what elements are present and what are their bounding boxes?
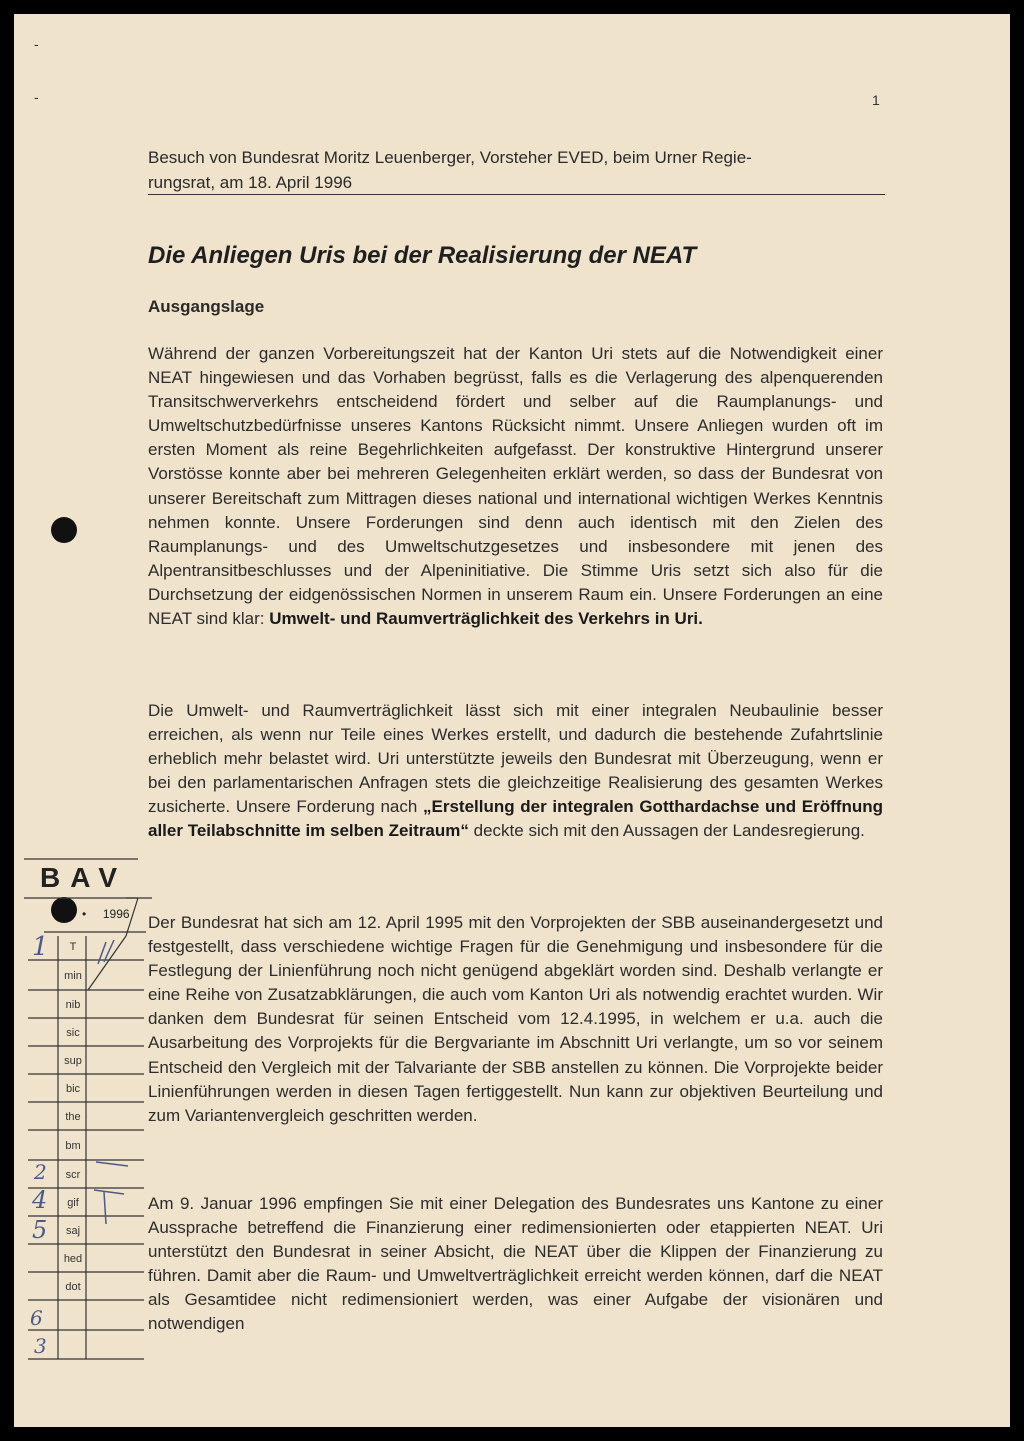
paragraph-1-emphasis: Umwelt- und Raumverträglichkeit des Verkehrs in Uri. [269,609,703,629]
routing-code: bm [65,1140,81,1152]
punch-hole [51,517,77,543]
routing-code: min [64,970,82,982]
page-marker: 1 [872,92,880,108]
handwritten-number: 4 [32,1186,48,1214]
routing-code: dot [65,1281,81,1293]
header-line-2: rungsrat, am 18. April 1996 [148,173,353,192]
punch-mark: - [34,89,39,105]
routing-code: nib [65,999,81,1011]
paragraph-2-text: Die Umwelt- und Raumverträglichkeit lässt sich mit einer integralen Neubaulinie besser erreichen, als wenn nur Teile eines Werkes erstellt, und dadurch die bestehende Zufahrtslinie erheblich mehr belastet wird. Uri unterstützte jeweils den Bundesrat mit Überzeugung, wenn er bei den parlamentarischen Anfragen stets die gleichzeitige Realisierung des gesamten Werkes zusicherte. Unsere Forderung nach [148,701,883,817]
document-header [148,145,883,195]
paragraph-2 [148,699,883,844]
punch-hole [51,897,77,923]
paragraph-2-emphasis: „Erstellung der integralen Gotthardachse und Eröffnung aller Teilabschnitte im selben Zeitraum“ [148,797,883,841]
routing-code: the [65,1111,81,1123]
paragraph-4: Am 9. Januar 1996 empfingen Sie mit einer Delegation des Bundesrates uns Kantone zu einer Aussprache betreffend die Finanzierung einer redimensionierten oder etappierten NEAT. Uri unterstützt den Bundesrat in seiner Absicht, die NEAT über die Klippen der Finanzierung zu führen. Damit aber die Raum- und Umweltverträglichkeit erreicht werden können, darf die NEAT als Gesamtidee nicht redimensioniert werden, was einer Aufgabe der visionären und notwendigen [148,1194,883,1334]
paragraph-2-text-end: deckte sich mit den Aussagen der Landesregierung. [468,821,865,841]
routing-code: T [69,941,77,953]
paragraph-1 [148,342,883,631]
page-title: Die Anliegen Uris bei der Realisierung der NEAT [148,242,697,269]
routing-code: sup [64,1055,82,1067]
routing-stamp-label: BAV [40,862,128,893]
routing-code: bic [65,1083,81,1095]
routing-code: sic [66,1027,80,1039]
handwritten-number: 6 [30,1306,43,1330]
punch-mark: - [34,36,39,52]
handwritten-number: 3 [34,1334,47,1358]
routing-code: gif [67,1197,79,1209]
routing-code: hed [63,1253,83,1265]
routing-code: saj [65,1225,81,1237]
paragraph-3: Der Bundesrat hat sich am 12. April 1995 mit den Vorprojekten der SBB auseinandergesetzt und festgestellt, dass verschiedene wichtige Fragen für die Genehmigung und insbesondere für die Festlegung der Linienführung noch nicht genügend abgeklärt worden sind. Deshalb verlangte er eine Reihe von Zusatzabklärungen, die auch vom Kanton Uri als notwendig erachtet wurden. Wir danken dem Bundesrat für seinen Entscheid vom 12.4.1995, in welchem er u.a. auch die Ausarbeitung des Vorprojekts für die Bergvariante im Abschnitt Uri verlangte, um so vor seinem Entscheid den Vergleich mit der Talvariante der SBB anstellen zu können. Die Vorprojekte beider Linienführungen werden in diesen Tagen fertiggestellt. Nun kann zur objektiven Beurteilung und zum Variantenvergleich geschritten werden. [148,913,883,1125]
handwritten-number: 5 [32,1216,48,1244]
document-page [14,14,1010,1427]
section-heading: Ausgangslage [148,297,265,316]
routing-stamp-year: 1996 [102,907,130,921]
header-line-1: Besuch von Bundesrat Moritz Leuenberger, Vorsteher EVED, beim Urner Regie- [148,148,752,167]
handwritten-number: 1 [32,932,49,962]
routing-code: scr [65,1169,81,1181]
handwritten-number: 2 [34,1160,47,1184]
routing-stamp-date: • 1996 [82,907,130,921]
header-rule [148,194,885,195]
paragraph-1-text: Während der ganzen Vorbereitungszeit hat der Kanton Uri stets auf die Notwendigkeit einer NEAT hingewiesen und das Vorhaben begrüsst, falls es die Verlagerung des alpenquerenden Transitschwerverkehrs entscheidend fördert und selber auf die Raumplanungs- und Umweltschutzbedürfnisse unseres Kantons Rücksicht nimmt. Unsere Anliegen wurden oft im ersten Moment als reine Begehrlichkeiten aufgefasst. Der konstruktive Hintergrund unserer Vorstösse konnte aber bei mehreren Gelegenheiten erklärt werden, so dass der Bundesrat von unserer Bereitschaft zum Mittragen dieses national und international wichtigen Werkes Kenntnis nehmen konnte. Unsere Forderungen sind denn auch identisch mit den Zielen des Raumplanungs- und des Umweltschutzgesetzes und insbesondere mit jenen des Alpentransitbeschlusses und der Alpeninitiative. Die Stimme Uris setzt sich also für die Durchsetzung der eidgenössischen Normen in unserem Raum ein. Unsere Forderungen an eine NEAT sind klar: [148,344,883,629]
